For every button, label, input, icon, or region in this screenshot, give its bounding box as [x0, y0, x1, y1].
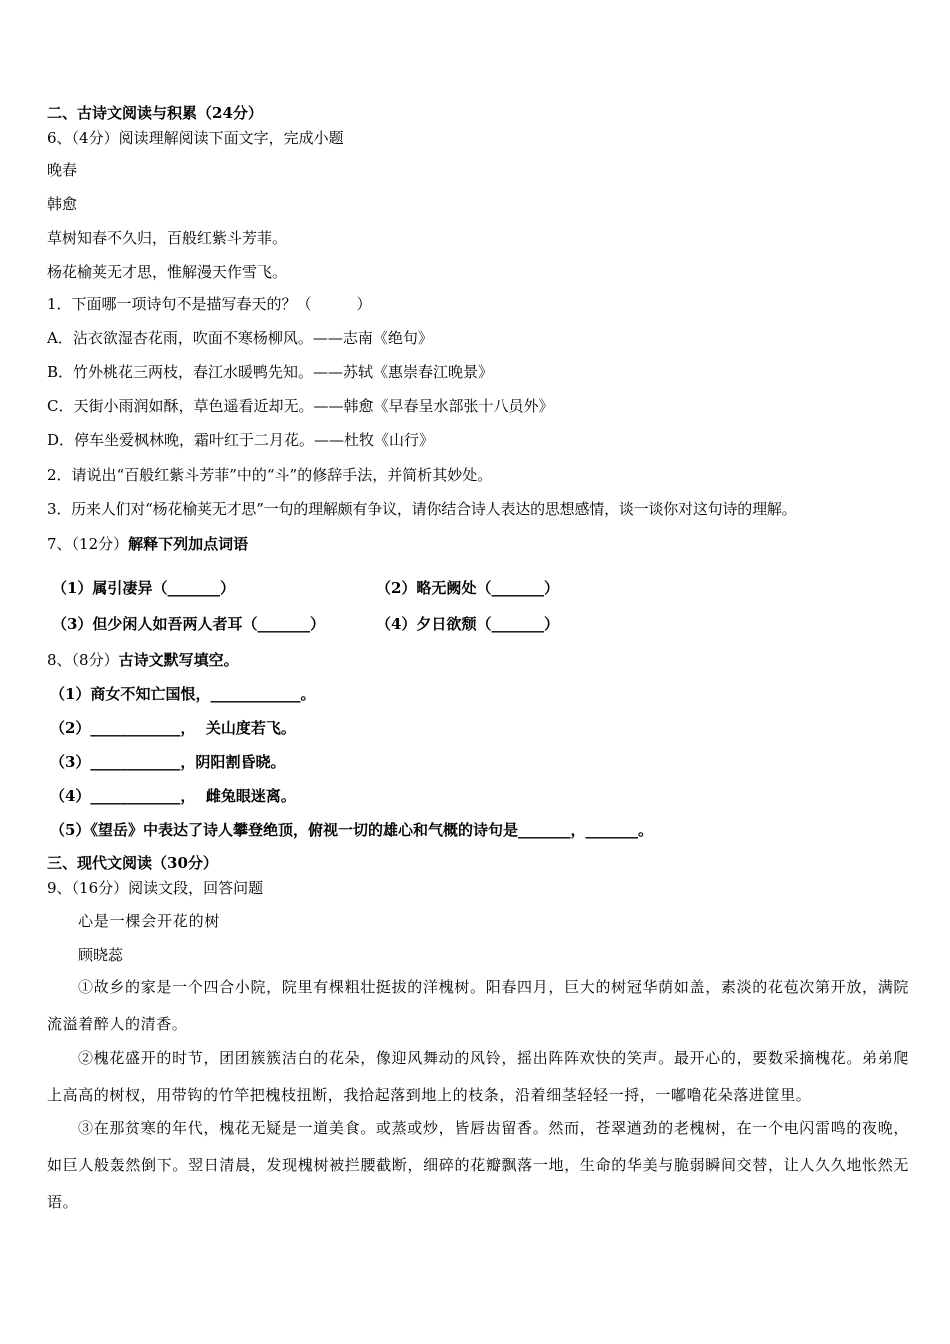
- essay-paragraph-2: [47, 1040, 909, 1114]
- q7-stem: [47, 534, 248, 554]
- essay-paragraph-3: [47, 1110, 909, 1221]
- q8-prefix: 8、（8分）: [47, 651, 119, 669]
- q8-item-2: （2）____________， 关山度若飞。: [50, 719, 296, 737]
- q6-option-c: C．天街小雨润如酥，草色遥看近却无。——韩愈《早春呈水部张十八员外》: [47, 397, 554, 415]
- poem-author: 韩愈: [47, 195, 78, 213]
- q7-item-3: （3）但少闲人如吾两人者耳（_______）: [52, 615, 325, 633]
- q8-item-4: （4）____________， 雌兔眼迷离。: [50, 787, 296, 805]
- q8-item-3: （3）____________，阴阳割昏晓。: [50, 753, 286, 771]
- q7-item-4: （4）夕日欲颓（_______）: [376, 615, 559, 633]
- q7-title: 解释下列加点词语: [128, 535, 249, 553]
- section2-heading: 二、古诗文阅读与积累（24分）: [47, 104, 263, 122]
- q8-title: 古诗文默写填空。: [118, 651, 239, 669]
- q8-stem: [47, 650, 239, 670]
- q7-item-1: （1）属引凄异（_______）: [52, 579, 235, 597]
- q6-option-d: D．停车坐爱枫林晚，霜叶红于二月花。——杜牧《山行》: [47, 431, 435, 449]
- section3-heading: 三、现代文阅读（30分）: [47, 854, 218, 872]
- poem-line-2: 杨花榆荚无才思，惟解漫天作雪飞。: [47, 263, 288, 281]
- q6-sub2: 2．请说出“百般红紫斗芳菲”中的“斗”的修辞手法，并简析其妙处。: [47, 466, 493, 484]
- paragraph-text: ③在那贫寒的年代，槐花无疑是一道美食。或蒸或炒，皆唇齿留香。然而，苍翠遒劲的老槐树，在一个电闪雷鸣的夜晚，如巨人般轰然倒下。翌日清晨，发现槐树被拦腰截断，细碎的花瓣飘落一地，生命的华美与脆弱瞬间交替，让人久久地怅然无语。: [47, 1119, 909, 1211]
- essay-author: 顾晓蕊: [78, 946, 124, 964]
- q8-item-1: （1）商女不知亡国恨，____________。: [50, 685, 316, 703]
- q6-option-b: B．竹外桃花三两枝，春江水暖鸭先知。——苏轼《惠崇春江晚景》: [47, 363, 494, 381]
- paragraph-text: ②槐花盛开的时节，团团簇簇洁白的花朵，像迎风舞动的风铃，摇出阵阵欢快的笑声。最开心的，要数采摘槐花。弟弟爬上高高的树杈，用带钩的竹竿把槐枝扭断，我拾起落到地上的枝条，沿着细茎轻轻一捋，一嘟噜花朵落进筐里。: [47, 1049, 909, 1104]
- q6-sub1: 1．下面哪一项诗句不是描写春天的？（ ）: [47, 295, 372, 313]
- poem-line-1: 草树知春不久归，百般红紫斗芳菲。: [47, 229, 288, 247]
- paragraph-text: ①故乡的家是一个四合小院，院里有棵粗壮挺拔的洋槐树。阳春四月，巨大的树冠华荫如盖，素淡的花苞次第开放，满院流溢着醉人的清香。: [47, 978, 909, 1033]
- q7-prefix: 7、（12分）: [47, 535, 129, 553]
- q6-sub3: 3．历来人们对“杨花榆荚无才思”一句的理解颇有争议，请你结合诗人表达的思想感情，谈一谈你对这句诗的理解。: [47, 500, 797, 518]
- essay-paragraph-1: [47, 969, 909, 1043]
- poem-title: 晚春: [47, 161, 78, 179]
- q7-item-2: （2）略无阙处（_______）: [376, 579, 559, 597]
- q6-stem: 6、（4分）阅读理解阅读下面文字，完成小题: [47, 129, 344, 147]
- q6-option-a: A．沾衣欲湿杏花雨，吹面不寒杨柳风。——志南《绝句》: [47, 329, 433, 347]
- q8-item-5: （5）《望岳》中表达了诗人攀登绝顶，俯视一切的雄心和气概的诗句是_______，_______。: [50, 821, 653, 839]
- q9-stem: 9、（16分）阅读文段，回答问题: [47, 879, 264, 897]
- essay-title: 心是一棵会开花的树: [78, 912, 221, 930]
